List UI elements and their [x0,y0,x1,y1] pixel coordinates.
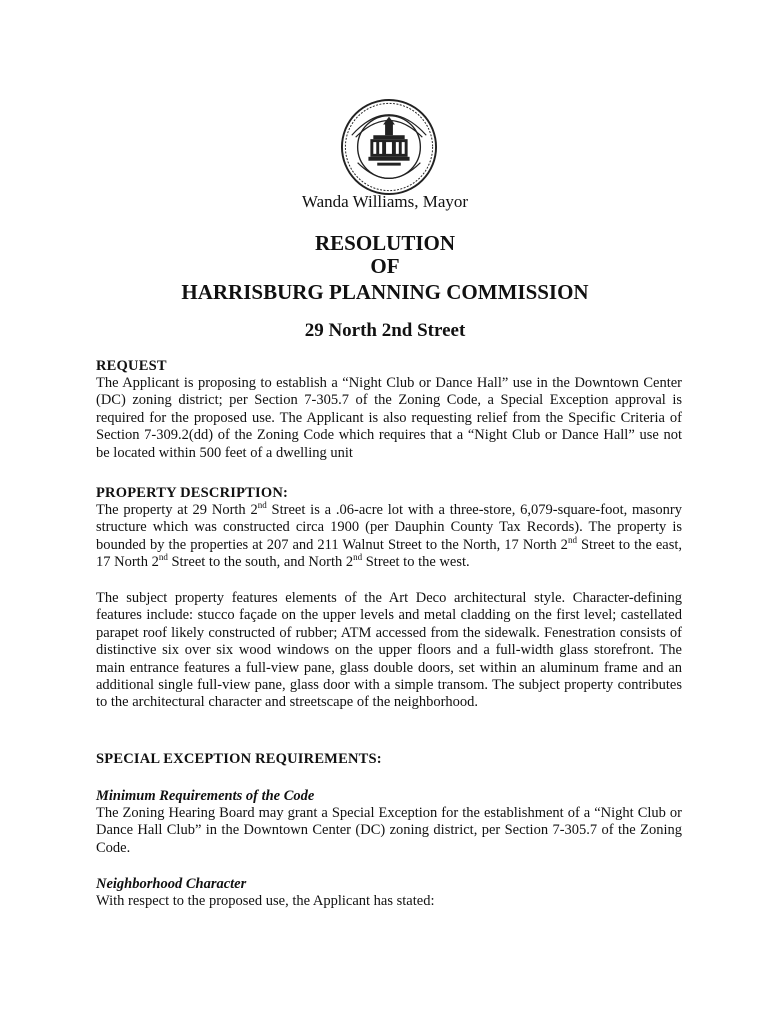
minimum-requirements-subheading: Minimum Requirements of the Code [96,788,315,804]
property-description-paragraph: The property at 29 North 2nd Street is a .06-acre lot with a three-store, 6,079-square-foot, masonry structure which was constructed circa 1900 (per Dauphin County Tax Records). The property is bounded by the properties at 207 and 211 Walnut Street to the North, 17 North 2nd Street to the east, 17 North 2nd Street to the south, and North 2nd Street to the west. [96,500,683,571]
request-heading: REQUEST [96,358,167,374]
mayor-line: Wanda Williams, Mayor [301,192,469,211]
resolution-title: RESOLUTION [314,231,456,255]
minimum-requirements-paragraph: The Zoning Hearing Board may grant a Special Exception for the establishment of a “Night Club or Dance Hall Club” in the Downtown Center (DC) zoning district, per Section 7-305.7 of the Zoning Code. [96,805,682,856]
property-description-heading: PROPERTY DESCRIPTION: [96,485,289,501]
special-exception-heading: SPECIAL EXCEPTION REQUIREMENTS: [96,751,382,767]
request-paragraph: The Applicant is proposing to establish a “Night Club or Dance Hall” use in the Downtown Center (DC) zoning district; per Section 7-305.7 of the Zoning Code, a Special Exception approval is required for the proposed use. The Applicant is also requesting relief from the Specific Criteria of Section 7-309.2(dd) of the Zoning Code which requires that a “Night Club or Dance Hall” use not be located within 500 feet of a dwelling unit [96,375,682,461]
property-address: 29 North 2nd Street [304,320,466,341]
neighborhood-character-paragraph: With respect to the proposed use, the Applicant has stated: [96,893,435,909]
neighborhood-character-subheading: Neighborhood Character [96,876,247,892]
subject-property-paragraph: The subject property features elements of the Art Deco architectural style. Character-defining features include: stucco façade on the upper levels and metal cladding on the first level; castellated parapet roof likely constructed of rubber; ATM accessed from the sidewalk. Fenestration consists of distinctive six over six wood windows on the upper floors and a full-width glass storefront. The main entrance features a full-view pane, glass double doors, set within an aluminum frame and an additional single full-view pane, glass door with a simple transom. The subject property contributes to the architectural character and streetscape of the neighborhood. [96,590,682,711]
city-seal-icon [340,98,438,196]
resolution-title-of: OF [370,254,400,278]
commission-title: HARRISBURG PLANNING COMMISSION [181,280,589,304]
